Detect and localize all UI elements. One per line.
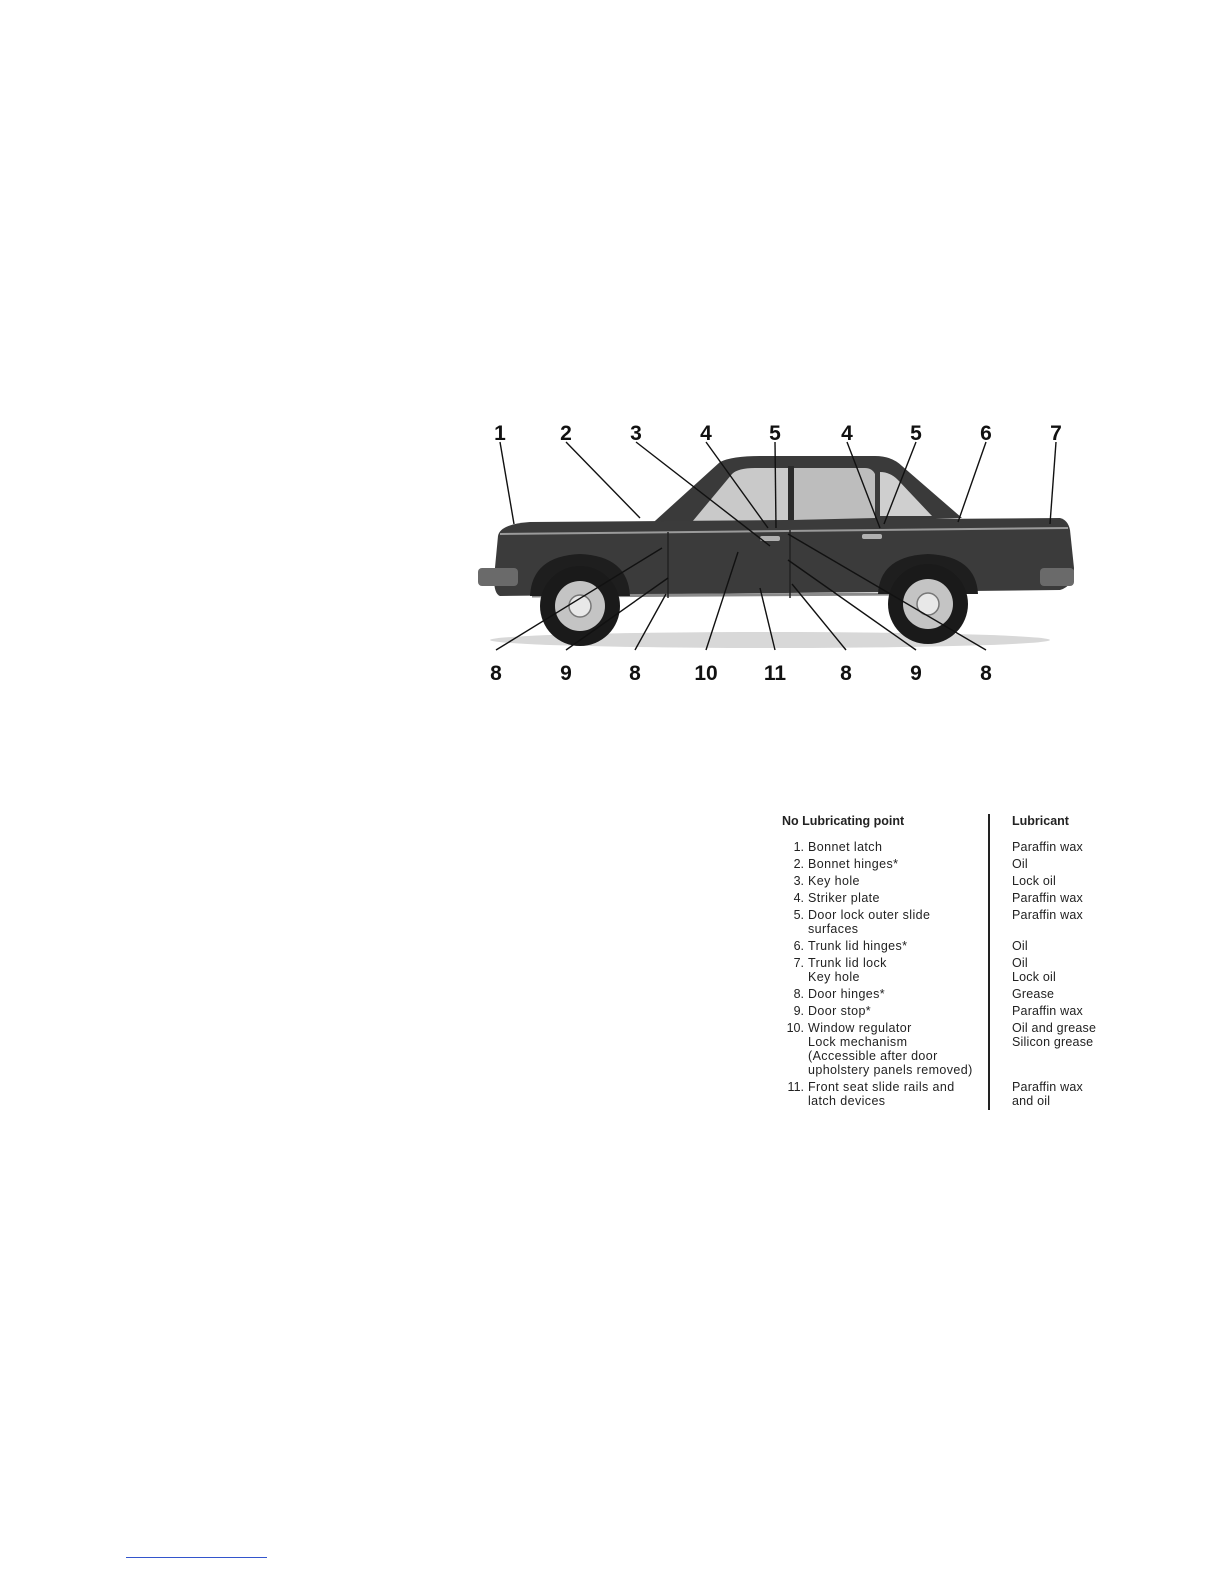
b-pillar [788,466,794,522]
callout-top-5: 5 [769,422,781,445]
row-number: 6. [793,939,804,953]
row-lubricant [984,840,1083,854]
row-number: 5. [793,908,804,922]
callout-bottom-10: 10 [694,662,718,685]
row-number: 1. [793,840,804,854]
row-number: 11. [787,1080,804,1094]
legend-row [778,874,1118,888]
footnote-rule [126,1557,267,1558]
point-line: Door stop* [808,1004,872,1018]
row-lubricating-point [804,1080,984,1108]
row-lubricant [984,908,1083,936]
legend-row [778,1080,1118,1108]
callout-top-1: 1 [494,422,506,445]
row-number: 9. [793,1004,804,1018]
row-lubricant [984,956,1056,984]
row-number: 10. [786,1021,804,1035]
callout-top-4b: 4 [841,422,853,445]
lubricant-line: Paraffin wax [1012,908,1083,922]
callout-top-7: 7 [1050,422,1062,445]
row-lubricant [984,874,1056,888]
row-lubricating-point [804,891,984,905]
callout-bottom-9: 9 [560,662,572,685]
front-bumper [478,568,518,586]
row-lubricant [984,857,1028,871]
rear-door-handle [862,534,882,539]
legend-row [778,939,1118,953]
callout-top-3: 3 [630,422,642,445]
row-lubricant [984,987,1054,1001]
legend-row [778,840,1118,854]
legend-row [778,956,1118,984]
lubricant-line: Lock oil [1012,970,1056,984]
row-lubricating-point [804,1004,984,1018]
row-lubricating-point [804,956,984,984]
row-number: 7. [793,956,804,970]
point-line: Door hinges* [808,987,886,1001]
legend-row [778,987,1118,1001]
row-number: 3. [793,874,804,888]
point-line: surfaces [808,922,859,936]
row-lubricating-point [804,908,984,936]
legend-header-row [778,812,1118,840]
lubricant-line: Silicon grease [1012,1035,1094,1049]
row-lubricant [984,939,1028,953]
lubricant-line: Paraffin wax [1012,1080,1083,1094]
point-line: Lock mechanism [808,1035,908,1049]
callout-bottom-8d: 8 [980,662,992,685]
callout-top-6: 6 [980,422,992,445]
row-number: 8. [793,987,804,1001]
callout-top-5b: 5 [910,422,922,445]
row-lubricant [984,1080,1083,1108]
front-wheel [540,566,620,646]
callout-bottom-8: 8 [490,662,502,685]
lubricant-line: Oil [1012,857,1028,871]
lubricant-line: Paraffin wax [1012,840,1083,854]
row-lubricating-point [804,939,984,953]
row-number: 4. [793,891,804,905]
row-number: 2. [793,857,804,871]
point-line: Bonnet hinges* [808,857,899,871]
row-lubricating-point [804,857,984,871]
car-side-illustration [470,418,1090,688]
row-lubricant [984,891,1083,905]
callout-top-2: 2 [560,422,572,445]
lubricant-line: Paraffin wax [1012,891,1083,905]
callout-bottom-11: 11 [763,662,787,685]
rear-bumper [1040,568,1074,586]
point-line: Front seat slide rails and [808,1080,955,1094]
row-lubricating-point [804,874,984,888]
lubricant-line: Lock oil [1012,874,1056,888]
lubricant-line: Oil and grease [1012,1021,1097,1035]
row-lubricating-point [804,987,984,1001]
legend-rows [778,840,1118,1108]
point-line: Bonnet latch [808,840,883,854]
legend-row [778,857,1118,871]
rear-door-window [794,468,875,520]
point-line: Trunk lid lock [808,956,887,970]
point-line: Key hole [808,874,860,888]
legend-row [778,1004,1118,1018]
point-line: upholstery panels removed) [808,1063,973,1077]
callout-top-4: 4 [700,422,712,445]
point-line: Key hole [808,970,860,984]
row-lubricating-point [804,840,984,854]
lubricant-line: and oil [1012,1094,1051,1108]
legend-column-divider [988,814,990,1110]
callout-bottom-8c: 8 [840,662,852,685]
legend-row [778,908,1118,936]
callout-bottom-9b: 9 [910,662,922,685]
legend-row [778,891,1118,905]
callout-bottom-8b: 8 [629,662,641,685]
lubricant-line: Grease [1012,987,1055,1001]
point-line: latch devices [808,1094,886,1108]
lubrication-legend-table [778,812,1118,1111]
header-lubricating-point: No Lubricating point [782,814,905,828]
point-line: Window regulator [808,1021,912,1035]
point-line: Striker plate [808,891,880,905]
row-lubricant [984,1004,1083,1018]
point-line: Trunk lid hinges* [808,939,908,953]
row-lubricant [984,1021,1096,1077]
lubricant-line: Oil [1012,956,1028,970]
legend-row [778,1021,1118,1077]
row-lubricating-point [804,1021,984,1077]
lubricant-line: Paraffin wax [1012,1004,1083,1018]
header-lubricant: Lubricant [1012,814,1069,828]
lubricant-line: Oil [1012,939,1028,953]
car-lubrication-figure [470,418,1090,688]
point-line: (Accessible after door [808,1049,938,1063]
point-line: Door lock outer slide [808,908,931,922]
